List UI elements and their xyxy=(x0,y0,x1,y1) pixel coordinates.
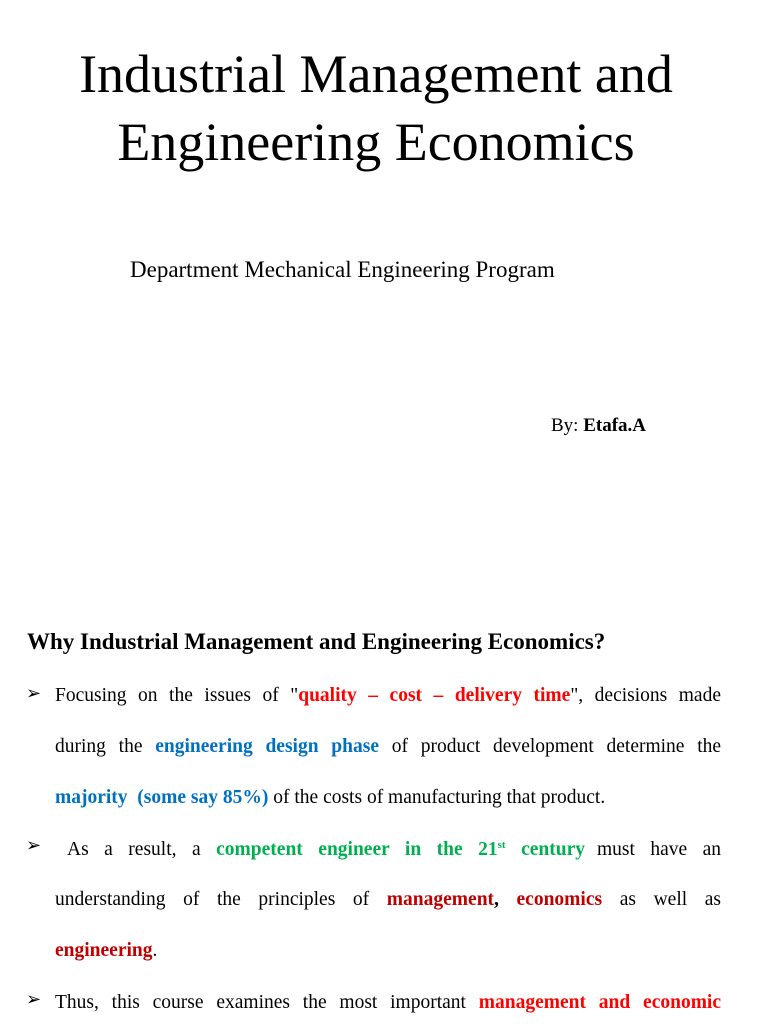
bullet-arrow-icon: ➢ xyxy=(26,683,42,704)
bullet-3-line-1: Thus, this course examines the most important management and economic xyxy=(55,992,722,1013)
bullet-arrow-icon: ➢ xyxy=(26,989,42,1010)
bullet-2-line-1b: must have an xyxy=(597,839,721,860)
bullet-2-line-1a: As a result, a competent engineer in the 21st century xyxy=(67,839,585,860)
author-name: Etafa.A xyxy=(583,415,647,436)
highlight-majority: majority (some say 85%) xyxy=(55,787,269,808)
bullet-1-line-3: majority (some say 85%) of the costs of manufacturing that product. xyxy=(55,787,606,808)
document-title xyxy=(0,40,752,176)
by-label: By: xyxy=(551,415,579,436)
highlight-competent-engineer: competent engineer in the 21st xyxy=(216,839,506,860)
department-subtitle: Department Mechanical Engineering Program xyxy=(130,257,555,282)
title-line-2: Engineering Economics xyxy=(117,112,635,172)
bullet-2-line-3: engineering. xyxy=(55,940,158,961)
section-heading: Why Industrial Management and Engineering Economics? xyxy=(27,629,606,654)
bullet-1-line-2: during the engineering design phase of product development determine the xyxy=(55,736,722,757)
bullet-2-line-2: understanding of the principles of management, economics as well as xyxy=(55,889,722,910)
highlight-engineering: engineering xyxy=(55,940,153,961)
title-line-1: Industrial Management and xyxy=(79,44,673,104)
author-byline xyxy=(551,413,646,439)
bullet-arrow-icon: ➢ xyxy=(26,835,42,856)
highlight-management: management, xyxy=(386,889,499,910)
bullet-1-line-1: Focusing on the issues of "quality – cost – delivery time", decisions made xyxy=(55,685,721,706)
highlight-economics: economics xyxy=(516,889,603,910)
highlight-quality-cost-delivery: quality – cost – delivery time xyxy=(298,685,571,706)
highlight-management-economic: management and economic xyxy=(478,992,722,1013)
highlight-design-phase: engineering design phase xyxy=(155,736,379,757)
